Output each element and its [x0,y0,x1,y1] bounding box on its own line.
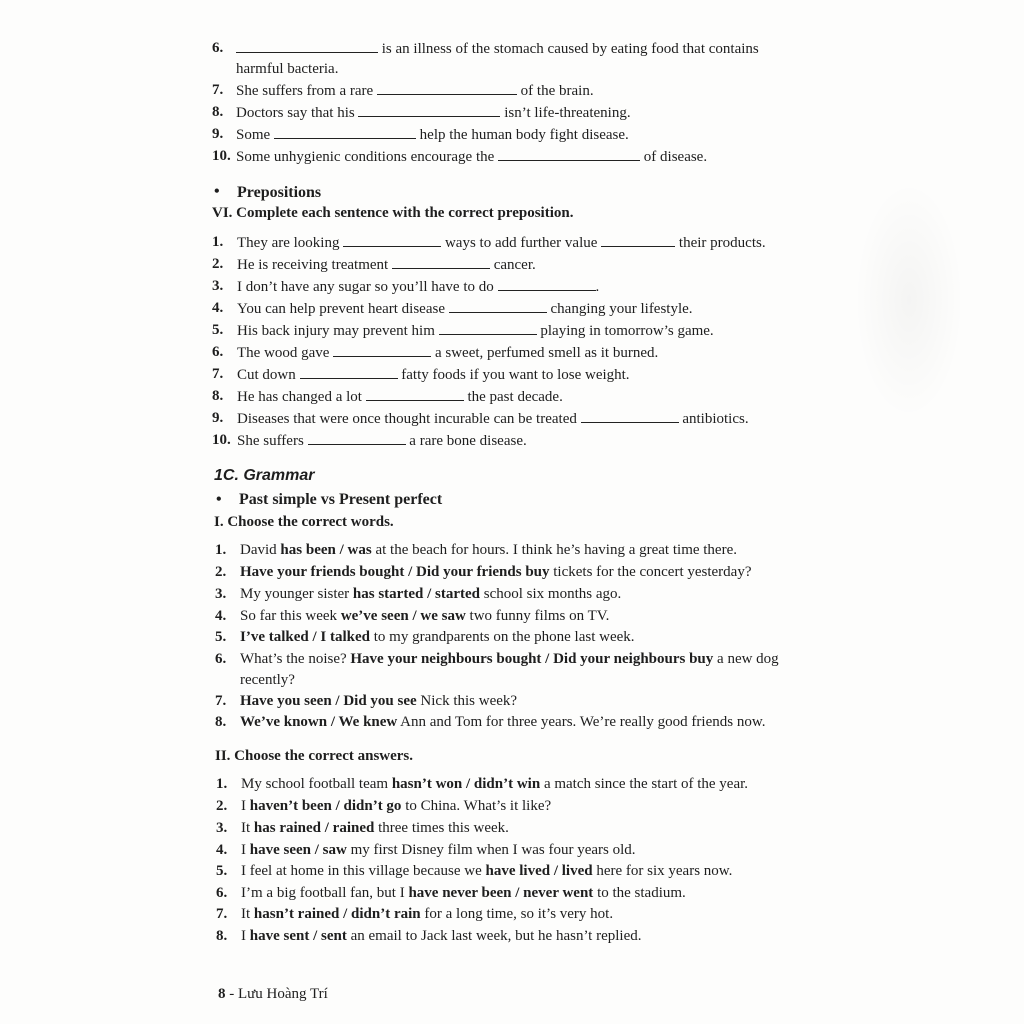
workbook-page: 6. is an illness of the stomach caused by eating food that contains harmful bacteria. 7. She suffers from a rare of the brain. 8. Doctors say that his isn’t life-threatening. 9. Some help the human body fight disease. 10. Some unhygienic conditions encourage the of disease. • Prepositions VI. Complete each sentence with the correct preposition. 1. They are looking ways to add further value their products. 2. He is receiving treatment cancer. 3. I don’t have any sugar so you’ll have to do . 4. You can help prevent heart disease changing your lifestyle. 5. His back injury may prevent him playing in tomorrow’s game. 6. The wood gave a sweet, perfumed smell as it burned. 7. Cut down fatty foods if you want to lose weight. 8. He has changed a lot the past decade. 9. Diseases that were once thought incurable can be treated antibiotics. 10. She suffers a rare bone disease. 1C. Grammar • Past simple vs Present perfect I. Choose the correct words. 1. David has been / was at the beach for hours. I think he’s having a great time there. 2. Have your friends bought / Did your friends buy tickets for the concert yesterday? 3. My younger sister has started / started school six months ago. 4. So far this week we’ve seen / we saw two funny films on TV. 5. I’ve talked / I talked to my grandparents on the phone last week. 6. What’s the noise? Have your neighbours bought / Did your neighbours buy a new dog recently? 7. Have you seen / Did you see Nick this week? 8. We’ve known / We knew Ann and Tom for three years. We’re really good friends now. II. Choose the correct answers. 1. My school football team hasn’t won / didn’t win a match since the start of the year. 2. I haven’t been / didn’t go to China. What’s it like? 3. It has rained / rained three times this week. 4. I have seen / saw my first Disney film when I was four years old. 5. I feel at home in this village because we have lived / lived here for six years now. 6. I’m a big football fan, but I have never been / never went to the stadium. 7. It hasn’t rained / didn’t rain for a long time, so it’s very hot. 8. I have sent / sent an email to Jack last week, but he hasn’t replied. 8 - Lưu Hoàng Trí [0,0,1024,1024]
answer-blank[interactable] [439,320,537,335]
bullet-point: • [216,491,222,508]
unit-heading: 1C. Grammar [214,467,315,484]
answer-options[interactable]: has rained / rained [253,820,375,836]
bleed-through-shadow [854,180,964,420]
answer-blank[interactable] [333,342,431,357]
section-title-grammar: Past simple vs Present perfect [239,491,443,508]
answer-options[interactable]: Have your friends bought / Did your friends buy [240,564,550,580]
answer-blank[interactable] [358,102,500,117]
answer-options[interactable]: I’ve talked / I talked [240,629,371,645]
answer-blank[interactable] [498,146,640,161]
answer-options[interactable]: have sent / sent [249,928,347,944]
answer-options[interactable]: hasn’t rained / didn’t rain [253,906,421,922]
exercise-instruction: VI. Complete each sentence with the correct preposition. [212,205,574,221]
answer-options[interactable]: have seen / saw [249,842,347,858]
answer-blank[interactable] [366,386,464,401]
answer-blank[interactable] [300,364,398,379]
answer-blank[interactable] [377,80,517,95]
answer-blank[interactable] [274,124,416,139]
answer-options[interactable]: Have your neighbours bought / Did your neighbours buy [350,651,714,667]
answer-options[interactable]: has started / started [352,586,480,602]
answer-blank[interactable] [343,232,441,247]
page-footer: 8 - Lưu Hoàng Trí [218,986,328,1002]
answer-blank[interactable] [581,408,679,423]
answer-blank[interactable] [308,430,406,445]
answer-options[interactable]: haven’t been / didn’t go [249,798,402,814]
answer-blank[interactable] [449,298,547,313]
answer-options[interactable]: have lived / lived [485,863,593,879]
answer-blank[interactable] [498,276,596,291]
answer-blank[interactable] [392,254,490,269]
answer-options[interactable]: has been / was [280,542,372,558]
answer-blank[interactable] [236,38,378,53]
answer-options[interactable]: We’ve known / We knew [240,714,398,730]
answer-blank[interactable] [601,232,675,247]
answer-options[interactable]: have never been / never went [408,885,594,901]
bullet-point: • [214,183,220,200]
page-number: 8 [218,986,226,1002]
exercise-instruction: I. Choose the correct words. [214,514,394,530]
exercise-instruction: II. Choose the correct answers. [215,748,414,764]
section-title-prepositions: Prepositions [237,184,322,201]
answer-options[interactable]: hasn’t won / didn’t win [391,776,541,792]
answer-options[interactable]: we’ve seen / we saw [340,608,466,624]
answer-options[interactable]: Have you seen / Did you see [240,693,417,709]
author-name: Lưu Hoàng Trí [238,986,328,1002]
